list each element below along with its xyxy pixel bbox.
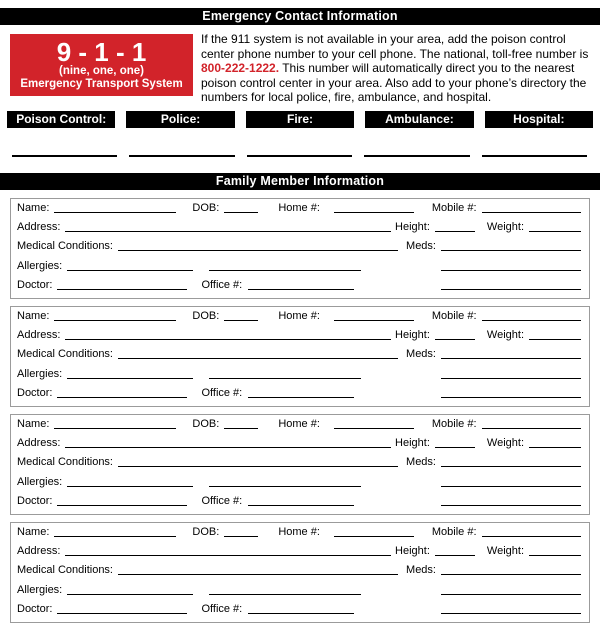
poison-control-label: Poison Control: [16,112,107,126]
allergies-blank-line [67,483,193,487]
member-row-allergies [17,368,581,387]
police-label: Police: [160,112,201,126]
address-label: Address: [17,437,61,450]
allergies-extra-blank-line [209,591,361,595]
weight-label: Weight: [486,437,524,450]
home-phone-blank-line [334,425,414,429]
height-label: Height: [395,221,430,234]
emergency-contact-header-bar [0,8,600,25]
poison-control-phone-number: 800-222-1222. [201,61,280,76]
weight-label: Weight: [486,545,524,558]
allergies-label: Allergies: [17,475,63,488]
weight-blank-line [529,228,581,232]
home-phone-label: Home #: [278,418,320,430]
address-label: Address: [17,329,61,342]
member-row-allergies [17,476,581,495]
fire-label-box [246,111,354,128]
weight-blank-line [529,552,581,556]
name-label: Name: [17,526,50,538]
hospital-blank-line [482,155,587,157]
meds-label: Meds: [406,456,436,469]
meds-extra-blank-line-2 [441,502,581,506]
member-row-name [17,526,581,545]
meds-blank-line [441,463,581,467]
address-blank-line [65,552,391,556]
poison-control-label-box [7,111,115,128]
medical-conditions-label: Medical Conditions: [17,240,113,253]
intro-section [10,34,596,104]
meds-extra-blank-line-2 [441,286,581,290]
member-row-address [17,329,581,348]
member-row-allergies [17,260,581,279]
dob-blank-line [224,425,258,429]
medical-conditions-blank-line [118,463,398,467]
member-row-name [17,202,581,221]
dob-label: DOB: [192,418,220,430]
allergies-blank-line [67,267,193,271]
intro-text-after: This number will automatically direct you to the nearest poison control center in your area. Also add to your phone’s directory the numbers for local police, fire, ambulance, and hospital. [201,61,587,105]
ambulance-label-box [365,111,473,128]
meds-extra-blank-line-2 [441,394,581,398]
911-red-box [10,34,193,96]
medical-conditions-label: Medical Conditions: [17,564,113,577]
allergies-extra-blank-line [209,483,361,487]
dob-label: DOB: [192,202,220,214]
mobile-phone-label: Mobile #: [431,526,477,538]
911-subtitle: Emergency Transport System [20,77,183,90]
weight-blank-line [529,444,581,448]
address-blank-line [65,228,391,232]
home-phone-label: Home #: [278,202,320,214]
police-label-box [126,111,234,128]
name-blank-line [54,209,176,213]
dob-label: DOB: [192,526,220,538]
height-blank-line [435,228,475,232]
member-row-medical [17,348,581,367]
family-member-box-1 [10,198,590,299]
member-row-medical [17,240,581,259]
name-label: Name: [17,418,50,430]
dob-blank-line [224,209,258,213]
office-phone-label: Office #: [201,386,243,399]
meds-label: Meds: [406,240,436,253]
page-title: Emergency Contact Information [202,9,398,23]
member-row-doctor [17,603,581,622]
allergies-extra-blank-line [209,267,361,271]
doctor-blank-line [57,394,187,398]
office-phone-blank-line [248,610,354,614]
address-label: Address: [17,221,61,234]
meds-extra-blank-line-2 [441,610,581,614]
poison-control-blank-line [12,155,117,157]
dob-label: DOB: [192,310,220,322]
fire-label: Fire: [287,112,314,126]
meds-extra-blank-line [441,483,581,487]
address-label: Address: [17,545,61,558]
doctor-label: Doctor: [17,278,53,291]
doctor-label: Doctor: [17,494,53,507]
name-label: Name: [17,310,50,322]
family-member-header-bar [0,173,600,190]
intro-text-before: If the 911 system is not available in your area, add the poison control center phone number to your cell phone. The national, toll-free number is [201,32,589,61]
allergies-label: Allergies: [17,583,63,596]
weight-blank-line [529,336,581,340]
ambulance-label: Ambulance: [385,112,454,126]
contact-write-in-lines [12,155,587,157]
mobile-phone-blank-line [482,533,581,537]
member-row-address [17,437,581,456]
medical-conditions-blank-line [118,247,398,251]
dob-blank-line [224,533,258,537]
police-blank-line [129,155,234,157]
medical-conditions-label: Medical Conditions: [17,348,113,361]
weight-label: Weight: [486,221,524,234]
ambulance-blank-line [364,155,469,157]
mobile-phone-label: Mobile #: [431,310,477,322]
doctor-label: Doctor: [17,602,53,615]
home-phone-label: Home #: [278,526,320,538]
911-number: 9 - 1 - 1 [56,36,147,67]
meds-label: Meds: [406,348,436,361]
member-row-doctor [17,387,581,406]
office-phone-label: Office #: [201,494,243,507]
hospital-label: Hospital: [513,112,565,126]
height-label: Height: [395,545,430,558]
member-row-address [17,545,581,564]
height-blank-line [435,552,475,556]
meds-blank-line [441,247,581,251]
doctor-blank-line [57,502,187,506]
member-row-allergies [17,584,581,603]
meds-extra-blank-line [441,267,581,271]
name-blank-line [54,425,176,429]
allergies-extra-blank-line [209,375,361,379]
member-row-medical [17,564,581,583]
name-label: Name: [17,202,50,214]
name-blank-line [54,317,176,321]
mobile-phone-blank-line [482,425,581,429]
meds-blank-line [441,571,581,575]
address-blank-line [65,444,391,448]
family-member-box-2 [10,306,590,407]
member-row-address [17,221,581,240]
home-phone-blank-line [334,317,414,321]
doctor-blank-line [57,286,187,290]
office-phone-label: Office #: [201,602,243,615]
medical-conditions-label: Medical Conditions: [17,456,113,469]
weight-label: Weight: [486,329,524,342]
mobile-phone-blank-line [482,317,581,321]
allergies-label: Allergies: [17,367,63,380]
fire-blank-line [247,155,352,157]
office-phone-label: Office #: [201,278,243,291]
member-row-medical [17,456,581,475]
contact-labels-row [7,111,593,128]
family-section-title: Family Member Information [215,174,385,188]
allergies-label: Allergies: [17,259,63,272]
member-row-doctor [17,279,581,298]
meds-extra-blank-line [441,375,581,379]
height-label: Height: [395,329,430,342]
home-phone-blank-line [334,209,414,213]
hospital-label-box [485,111,593,128]
dob-blank-line [224,317,258,321]
member-row-name [17,418,581,437]
mobile-phone-label: Mobile #: [431,418,477,430]
address-blank-line [65,336,391,340]
member-row-doctor [17,495,581,514]
height-blank-line [435,336,475,340]
doctor-label: Doctor: [17,386,53,399]
mobile-phone-label: Mobile #: [431,202,477,214]
911-pronunciation: (nine, one, one) [59,64,144,77]
allergies-blank-line [67,591,193,595]
meds-label: Meds: [406,564,436,577]
home-phone-label: Home #: [278,310,320,322]
intro-paragraph [201,32,596,104]
name-blank-line [54,533,176,537]
allergies-blank-line [67,375,193,379]
height-label: Height: [395,437,430,450]
office-phone-blank-line [248,502,354,506]
medical-conditions-blank-line [118,571,398,575]
height-blank-line [435,444,475,448]
meds-blank-line [441,355,581,359]
office-phone-blank-line [248,394,354,398]
family-member-box-4 [10,522,590,623]
member-row-name [17,310,581,329]
mobile-phone-blank-line [482,209,581,213]
office-phone-blank-line [248,286,354,290]
doctor-blank-line [57,610,187,614]
meds-extra-blank-line [441,591,581,595]
medical-conditions-blank-line [118,355,398,359]
family-member-box-3 [10,414,590,515]
home-phone-blank-line [334,533,414,537]
